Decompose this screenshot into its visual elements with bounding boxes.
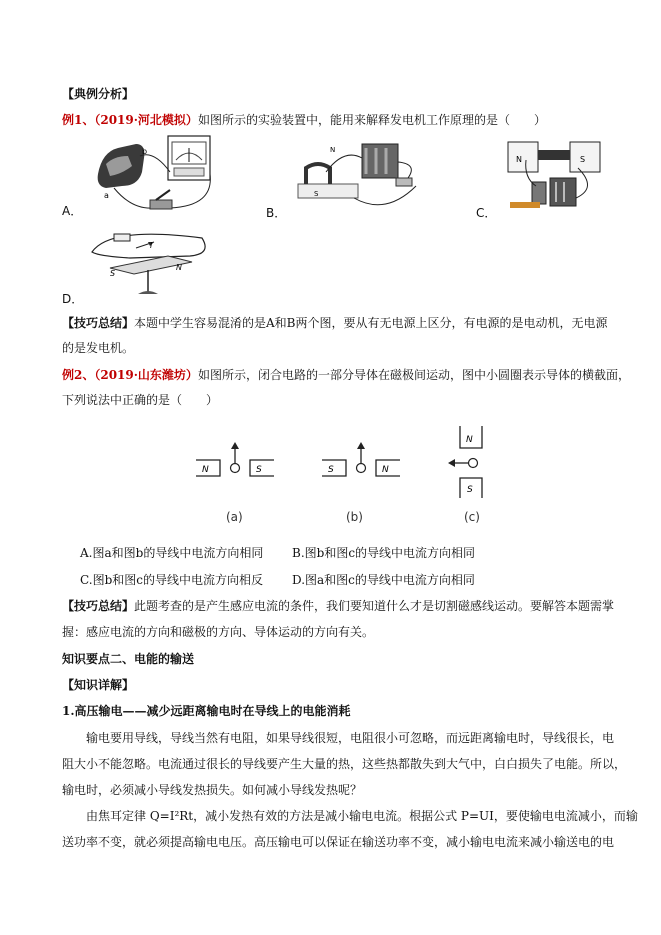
fig-b-left-pole: S xyxy=(328,465,334,475)
para2-line1: 由焦耳定律 Q=I²Rt，减小发热有效的方法是减小输电电流。根据公式 P=UI，要使输电电流减小，而输 xyxy=(86,809,638,823)
tip1-line1: 【技巧总结】本题中学生容易混淆的是A和B两个图，要从有无电源上区分，有电源的是电动机，无电源 xyxy=(62,316,608,330)
option-c-label: C． xyxy=(476,206,497,220)
fig-c-label-s: S xyxy=(580,155,586,164)
example1-text: 如图所示的实验装置中，能用来解释发电机工作原理的是（ ） xyxy=(197,113,546,127)
fig-a-left-pole: N xyxy=(202,465,209,475)
fig-d-label-n: N xyxy=(176,263,182,272)
fig-b-label-n: N xyxy=(330,146,336,154)
option-a-label: A． xyxy=(62,204,83,218)
example2-question: 例2、（2019·山东潍坊）如图所示，闭合电路的一部分导体在磁极间运动，图中小圆圈表示导体的横截面， xyxy=(62,368,630,382)
fig-c-top-pole: N xyxy=(466,435,473,445)
tip1-line2: 的是发电机。 xyxy=(62,341,135,355)
fig-d-label-s: S xyxy=(110,269,116,278)
example2-question-line2: 下列说法中正确的是（ ） xyxy=(62,393,219,407)
ex2-option-c: C.图b和图c的导线中电流方向相反 xyxy=(80,573,263,587)
example1-figure-a xyxy=(92,134,212,216)
section2-title: 知识要点二、电能的输送 xyxy=(62,652,195,666)
figure-a xyxy=(194,440,276,484)
example1-figure-c xyxy=(506,138,604,214)
example2-label: 例2、 xyxy=(62,368,95,382)
tip2-line1: 【技巧总结】此题考查的是产生感应电流的条件，我们要知道什么才是切割磁感线运动。要解答本题需掌 xyxy=(62,599,615,613)
typical-analysis-heading: 【典例分析】 xyxy=(62,87,135,101)
fig-a-caption: (a) xyxy=(226,510,243,524)
fig-a-label-b: b xyxy=(142,147,148,156)
para1-line1: 输电要用导线，导线当然有电阻，如果导线很短，电阻很小可忽略，而远距离输电时，导线很长，电 xyxy=(86,731,615,745)
example1-source: （2019·河北模拟） xyxy=(94,113,198,127)
para1-line2: 阻大小不能忽略。电流通过很长的导线要产生大量的热，这些热都散失到大气中，白白损失了电能。所以， xyxy=(62,757,627,771)
ex2-option-a: A.图a和图b的导线中电流方向相同 xyxy=(80,546,264,560)
fig-c-label-n: N xyxy=(516,155,522,164)
option-b-label: B． xyxy=(266,206,287,220)
fig-a-label-a: a xyxy=(104,191,109,200)
figure-b xyxy=(320,440,402,484)
tip2-line2: 握：感应电流的方向和磁极的方向、导体运动的方向有关。 xyxy=(62,625,375,639)
example1-question xyxy=(62,112,546,128)
fig-c-caption: (c) xyxy=(464,510,480,524)
fig-b-caption: (b) xyxy=(346,510,363,524)
example1-figure-d xyxy=(80,222,210,302)
tip1-label: 【技巧总结】 xyxy=(62,316,135,330)
fig-c-bottom-pole: S xyxy=(467,485,473,495)
fig-b-label-s: S xyxy=(314,190,319,198)
example2-source: （2019·山东潍坊） xyxy=(94,368,198,382)
fig-a-right-pole: S xyxy=(256,465,262,475)
ex2-option-b: B.图b和图c的导线中电流方向相同 xyxy=(292,546,476,560)
example1-label: 例1、 xyxy=(62,113,95,127)
example1-figure-b xyxy=(296,138,420,218)
fig-d-label-i: I xyxy=(150,241,153,250)
figure-c xyxy=(446,424,496,500)
para1-line3: 输电时，必须减小导线发热损失。如何减小导线发热呢？ xyxy=(62,783,363,797)
ex2-option-d: D.图a和图c的导线中电流方向相同 xyxy=(292,573,475,587)
para2-line2: 送功率不变，就必须提高输电电压。高压输电可以保证在输送功率不变，减小输电电流来减小输送电的电 xyxy=(62,835,615,849)
option-d-label: D． xyxy=(62,292,84,306)
knowledge-heading: 【知识详解】 xyxy=(62,678,135,692)
fig-b-right-pole: N xyxy=(382,465,389,475)
point1-title: 1.高压输电——减少远距离输电时在导线上的电能消耗 xyxy=(62,704,351,718)
tip2-label: 【技巧总结】 xyxy=(62,599,135,613)
